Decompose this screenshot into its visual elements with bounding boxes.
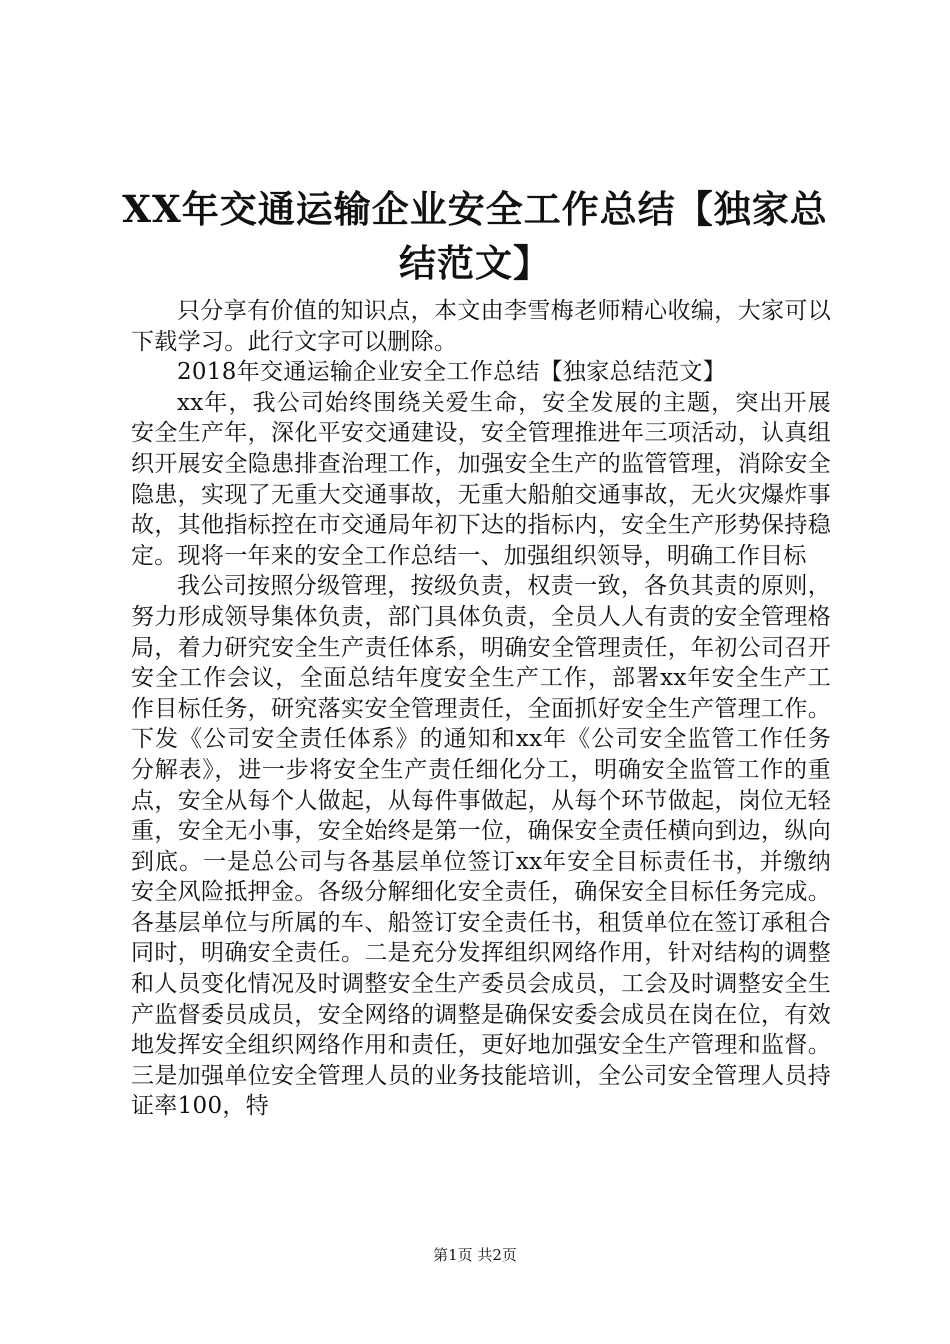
document-body [131,296,831,1122]
subtitle-paragraph: 2018年交通运输企业安全工作总结【独家总结范文】 [177,359,727,386]
page-number: 第1页 共2页 [433,1246,517,1264]
body-paragraph: 我公司按照分级管理，按级负责，权责一致，各负其责的原则，努力形成领导集体负责，部门具体负责，全员人人有责的安全管理格局，着力研究安全生产责任体系，明确安全管理责任，年初公司召开安全工作会议，全面总结年度安全生产工作，部署xx年安全生产工作目标任务，研究落实安全管理责任，全面抓好安全生产管理工作。下发《公司安全责任体系》的通知和xx年《公司安全监管工作任务分解表》，进一步将安全生产责任细化分工，明确安全监管工作的重点，安全从每个人做起，从每件事做起，从每个环节做起，岗位无轻重，安全无小事，安全始终是第一位，确保安全责任横向到边，纵向到底。一是总公司与各基层单位签订xx年安全目标责任书，并缴纳安全风险抵押金。各级分解细化安全责任，确保安全目标任务完成。各基层单位与所属的车、船签订安全责任书，租赁单位在签订承租合同时，明确安全责任。二是充分发挥组织网络作用，针对结构的调整和人员变化情况及时调整安全生产委员会成员，工会及时调整安全生产监督委员成员，安全网络的调整是确保安委会成员在岗在位，有效地发挥安全组织网络作用和责任，更好地加强安全生产管理和监督。三是加强单位安全管理人员的业务技能培训，全公司安全管理人员持证率100，特 [131,573,831,1120]
body-paragraph: xx年，我公司始终围绕关爱生命，安全发展的主题，突出开展安全生产年，深化平安交通建设，安全管理推进年三项活动，认真组织开展安全隐患排查治理工作，加强安全生产的监管管理，消除安全隐患，实现了无重大交通事故，无重大船舶交通事故，无火灾爆炸事故，其他指标控在市交通局年初下达的指标内，安全生产形势保持稳定。现将一年来的安全工作总结一、加强组织领导，明确工作目标 [131,389,831,569]
intro-paragraph: 只分享有价值的知识点，本文由李雪梅老师精心收编，大家可以下载学习。此行文字可以删除。 [131,298,831,355]
document-title: XX年交通运输企业安全工作总结【独家总结范文】 [122,187,828,285]
